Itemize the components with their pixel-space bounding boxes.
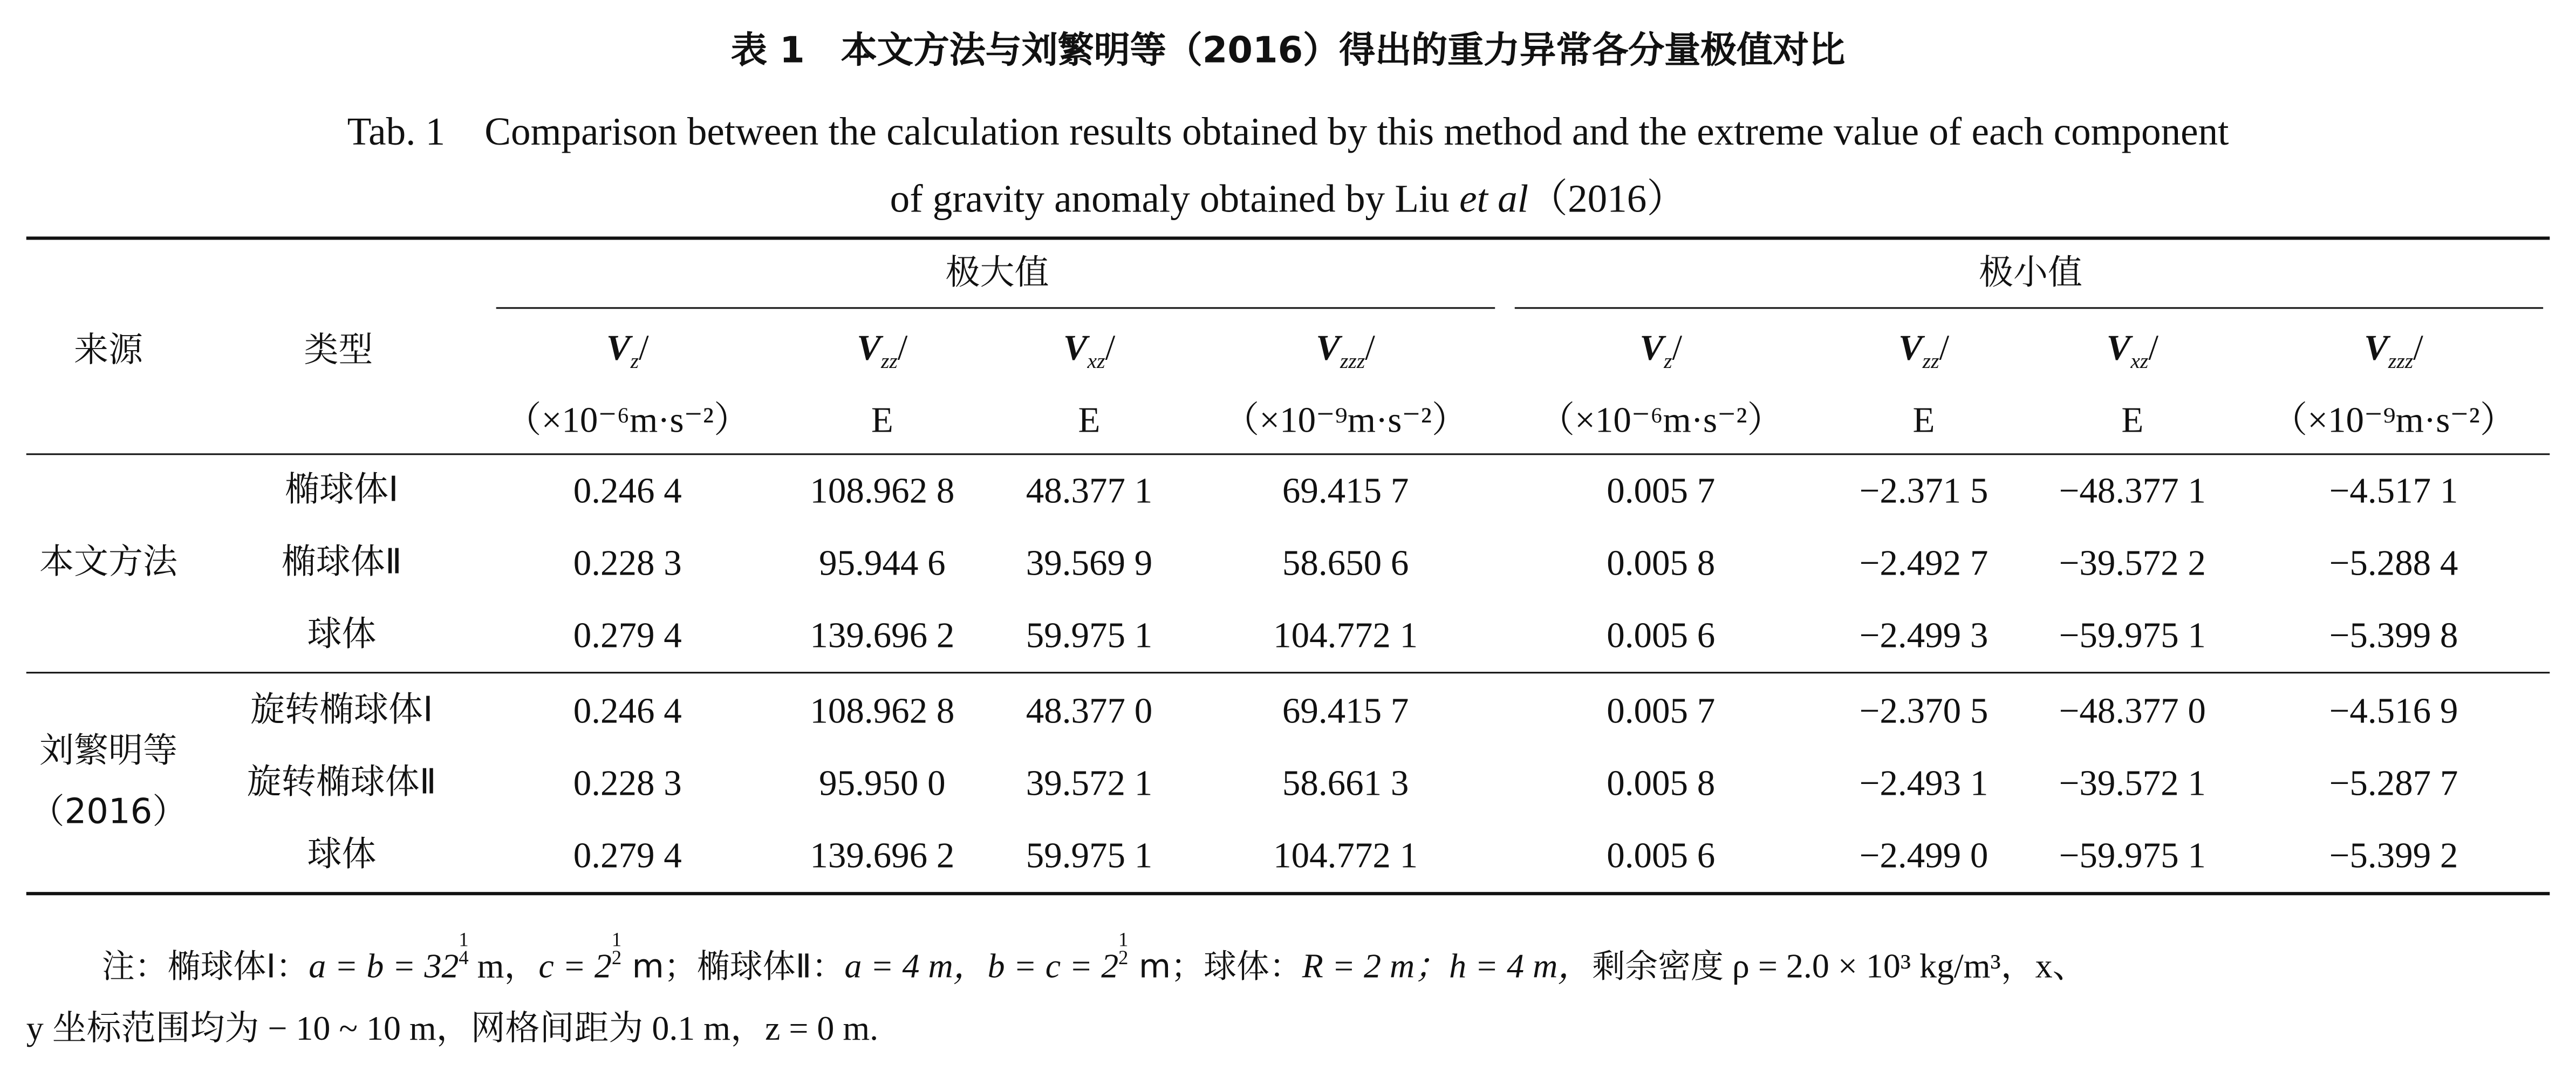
table-cell: 0.005 6 <box>1607 614 1716 656</box>
table-cell: 104.772 1 <box>1273 614 1418 656</box>
header-source: 来源 <box>74 330 143 370</box>
table-cell: −39.572 2 <box>2059 542 2206 583</box>
header-col-4-unit: （×10⁻⁶m·s⁻²） <box>1539 399 1784 440</box>
table-caption-en-line2: of gravity anomaly obtained by Liu et al（2016） <box>890 179 1686 222</box>
table-cell: 0.005 7 <box>1607 690 1716 731</box>
table-cell: 108.962 8 <box>810 469 955 511</box>
header-col-6-unit: E <box>2121 399 2144 440</box>
table-cell: 0.246 4 <box>573 469 682 511</box>
row-type-label: 椭球体Ⅰ <box>285 469 399 509</box>
header-col-2-var: $V_{xz}/$ <box>1063 326 1116 373</box>
table-cell: −2.370 5 <box>1859 690 1989 731</box>
table-cell: −2.499 0 <box>1859 834 1989 876</box>
table-cell: 39.569 9 <box>1026 542 1153 583</box>
table-cell: 139.696 2 <box>810 614 955 656</box>
header-col-5-unit: E <box>1912 399 1935 440</box>
row-type-label: 椭球体Ⅱ <box>281 542 402 582</box>
table-cell: 58.661 3 <box>1282 762 1409 803</box>
table-cell: 108.962 8 <box>810 690 955 731</box>
header-col-1-var: $V_{zz}/$ <box>857 326 908 373</box>
table-note-line1: 注：椭球体Ⅰ：a = b = 32 1 4 m，c = 2 1 2 m；椭球体Ⅱ：a = 4 m，b = c = 2 1 2 m；球体：R = 2 m；h = 4 m，剩余密度 ρ = 2.0 × 10³ kg/m³，x、 <box>101 928 2087 986</box>
header-col-7-var: $V_{zzz}/$ <box>2364 326 2423 373</box>
header-type: 类型 <box>304 330 373 370</box>
table-cell: −4.516 9 <box>2329 690 2458 731</box>
header-col-3-unit: （×10⁻⁹m·s⁻²） <box>1223 399 1468 440</box>
table-cell: −5.288 4 <box>2329 542 2458 583</box>
table-cell: 104.772 1 <box>1273 834 1418 876</box>
table-cell: −48.377 0 <box>2059 690 2206 731</box>
table-cell: −39.572 1 <box>2059 762 2206 803</box>
header-col-3-var: $V_{zzz}/$ <box>1316 326 1375 373</box>
table-caption-cn: 表 1 本文方法与刘繁明等（2016）得出的重力异常各分量极值对比 <box>730 31 1846 72</box>
row-type-label: 旋转椭球体Ⅰ <box>250 690 433 729</box>
table-cell: 59.975 1 <box>1026 614 1153 656</box>
table-cell: 139.696 2 <box>810 834 955 876</box>
table-cell: −48.377 1 <box>2059 469 2206 511</box>
table-cell: 0.279 4 <box>573 614 682 656</box>
table-cell: −2.492 7 <box>1859 542 1989 583</box>
header-group-min: 极小值 <box>1979 253 2082 292</box>
table-cell: 0.246 4 <box>573 690 682 731</box>
max-group-rule <box>496 307 1495 309</box>
header-bottom-rule <box>26 453 2550 455</box>
table-cell: 39.572 1 <box>1026 762 1153 803</box>
table-cell: −2.499 3 <box>1859 614 1989 656</box>
table-cell: 48.377 0 <box>1026 690 1153 731</box>
header-col-0-var: $V_z/$ <box>606 326 649 373</box>
table-cell: 59.975 1 <box>1026 834 1153 876</box>
table-cell: −2.371 5 <box>1859 469 1989 511</box>
row-type-label: 球体 <box>307 614 377 654</box>
table-cell: −5.399 2 <box>2329 834 2458 876</box>
table-cell: 0.005 8 <box>1607 542 1716 583</box>
table-cell: −4.517 1 <box>2329 469 2458 511</box>
table-cell: 48.377 1 <box>1026 469 1153 511</box>
table-cell: −5.399 8 <box>2329 614 2458 656</box>
source-label: 刘繁明等 <box>39 731 177 770</box>
header-col-0-unit: （×10⁻⁶m·s⁻²） <box>505 399 750 440</box>
table-cell: −5.287 7 <box>2329 762 2458 803</box>
header-col-6-var: $V_{xz}/$ <box>2106 326 2159 373</box>
table-cell: 95.944 6 <box>819 542 946 583</box>
table-cell: 0.005 7 <box>1607 469 1716 511</box>
header-col-5-var: $V_{zz}/$ <box>1898 326 1950 373</box>
row-type-label: 旋转椭球体Ⅱ <box>247 762 437 802</box>
group-separator-rule <box>26 672 2550 674</box>
table-top-rule <box>26 236 2550 240</box>
header-col-7-unit: （×10⁻⁹m·s⁻²） <box>2271 399 2516 440</box>
table-cell: 69.415 7 <box>1282 469 1409 511</box>
header-col-2-unit: E <box>1078 399 1101 440</box>
table-cell: 58.650 6 <box>1282 542 1409 583</box>
header-col-1-unit: E <box>871 399 893 440</box>
header-col-4-var: $V_z/$ <box>1639 326 1683 373</box>
table-cell: 0.005 8 <box>1607 762 1716 803</box>
source-label: （2016） <box>30 792 187 831</box>
table-cell: −59.975 1 <box>2059 614 2206 656</box>
table-cell: 95.950 0 <box>819 762 946 803</box>
table-bottom-rule <box>26 892 2550 895</box>
table-cell: −59.975 1 <box>2059 834 2206 876</box>
min-group-rule <box>1515 307 2543 309</box>
table-note-line2: y 坐标范围均为 − 10 ~ 10 m，网格间距为 0.1 m，z = 0 m. <box>26 1008 879 1048</box>
table-cell: 0.228 3 <box>573 762 682 803</box>
table-cell: 0.279 4 <box>573 834 682 876</box>
header-group-max: 极大值 <box>945 253 1049 292</box>
table-cell: 0.005 6 <box>1607 834 1716 876</box>
source-label: 本文方法 <box>39 542 177 582</box>
table-cell: 69.415 7 <box>1282 690 1409 731</box>
table-caption-en-line1: Tab. 1 Comparison between the calculation results obtained by this method and the extreme value of each component <box>347 112 2229 155</box>
table-cell: −2.493 1 <box>1859 762 1989 803</box>
table-cell: 0.228 3 <box>573 542 682 583</box>
row-type-label: 球体 <box>307 834 377 874</box>
